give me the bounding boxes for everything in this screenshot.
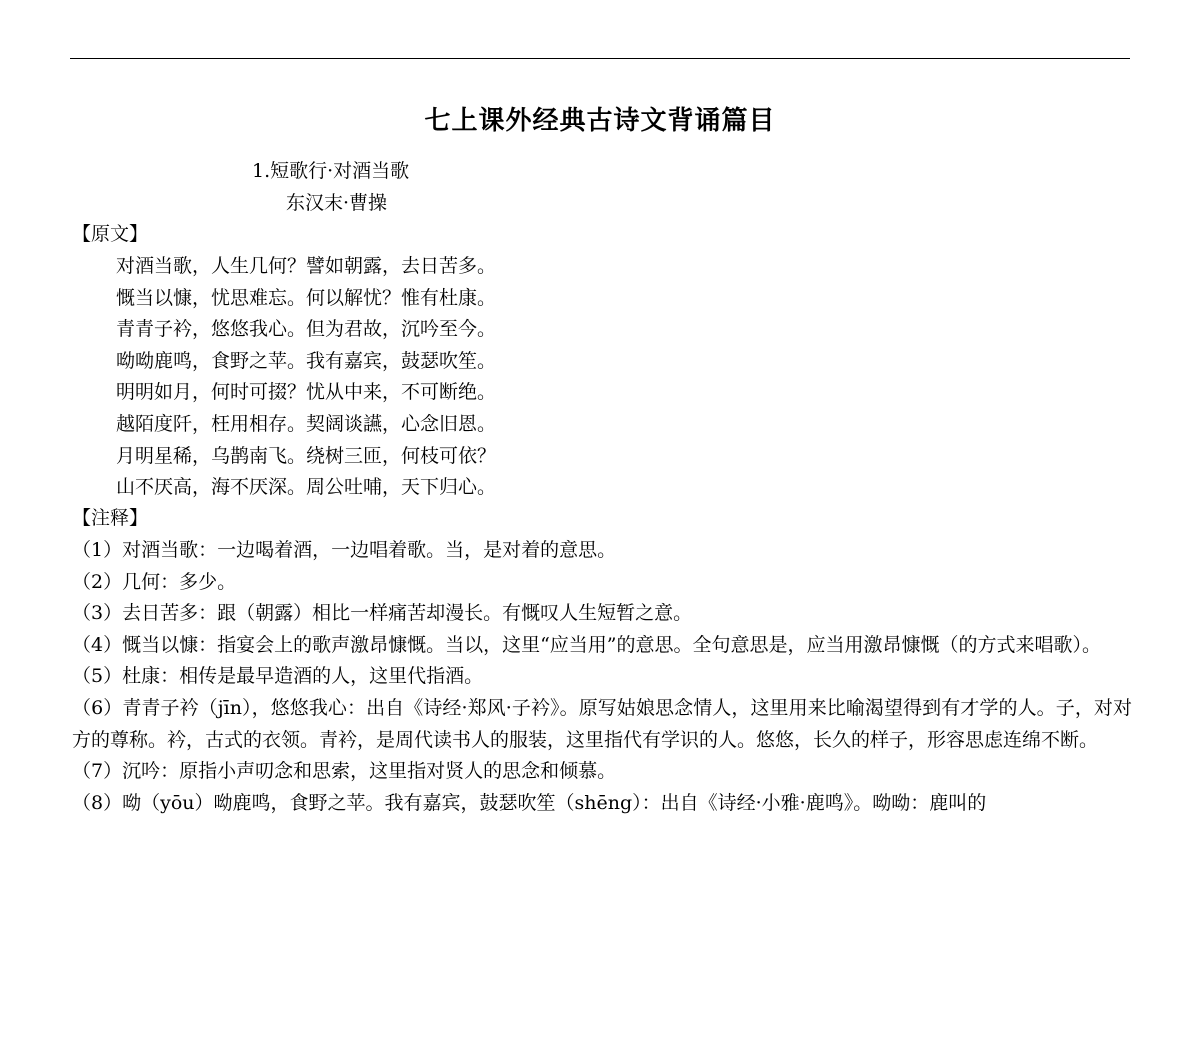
poem-author: 东汉末·曹操 [286,192,388,214]
note-item: （7）沉吟：原指小声叨念和思索，这里指对贤人的思念和倾慕。 [72,760,617,783]
poem-line: 明明如月，何时可掇？忧从中来，不可断绝。 [116,381,497,404]
note-item: （2）几何：多少。 [72,570,237,593]
note-item: （8）呦（yōu）呦鹿鸣，食野之苹。我有嘉宾，鼓瑟吹笙（shēng）：出自《诗经·小雅·鹿鸣》。呦呦：鹿叫的 [72,791,987,814]
poem-title: 1.短歌行·对酒当歌 [252,160,410,182]
poem-text [116,251,496,504]
poem-line: 月明星稀，乌鹊南飞。绕树三匝，何枝可依？ [116,444,497,467]
poem-line: 青青子衿，悠悠我心。但为君故，沉吟至今。 [116,318,497,341]
poem-line: 慨当以慷，忧思难忘。何以解忧？惟有杜康。 [116,286,497,309]
document-title: 七上课外经典古诗文背诵篇目 [424,106,776,136]
note-item: （3）去日苦多：跟（朝露）相比一样痛苦却漫长。有慨叹人生短暂之意。 [72,602,693,625]
header-rule [70,58,1130,59]
note-item: （1）对酒当歌：一边喝着酒，一边唱着歌。当，是对着的意思。 [72,539,617,561]
note-item: （4）慨当以慷：指宴会上的歌声激昂慷慨。当以，这里“应当用”的意思。全句意思是，应当用激昂慷慨（的方式来唱歌）。 [72,633,1102,656]
poem-line: 呦呦鹿鸣，食野之苹。我有嘉宾，鼓瑟吹笙。 [116,349,497,372]
poem-line: 越陌度阡，枉用相存。契阔谈讌，心念旧恩。 [116,412,497,435]
section-original-label: 【原文】 [72,223,149,245]
note-item: （5）杜康：相传是最早造酒的人，这里代指酒。 [72,665,484,688]
poem-line: 对酒当歌，人生几何？譬如朝露，去日苦多。 [116,255,497,277]
notes-list [72,535,1132,819]
note-item: （6）青青子衿（jīn），悠悠我心：出自《诗经·郑风·子衿》。原写姑娘思念情人，这里用来比喻渴望得到有才学的人。子，对对方的尊称。衿，古式的衣领。青衿，是周代读书人的服装，这里指代有学识的人。悠悠，长久的样子，形容思虑连绵不断。 [72,696,1132,751]
section-notes-label: 【注释】 [72,507,149,529]
poem-line: 山不厌高，海不厌深。周公吐哺，天下归心。 [116,476,497,499]
